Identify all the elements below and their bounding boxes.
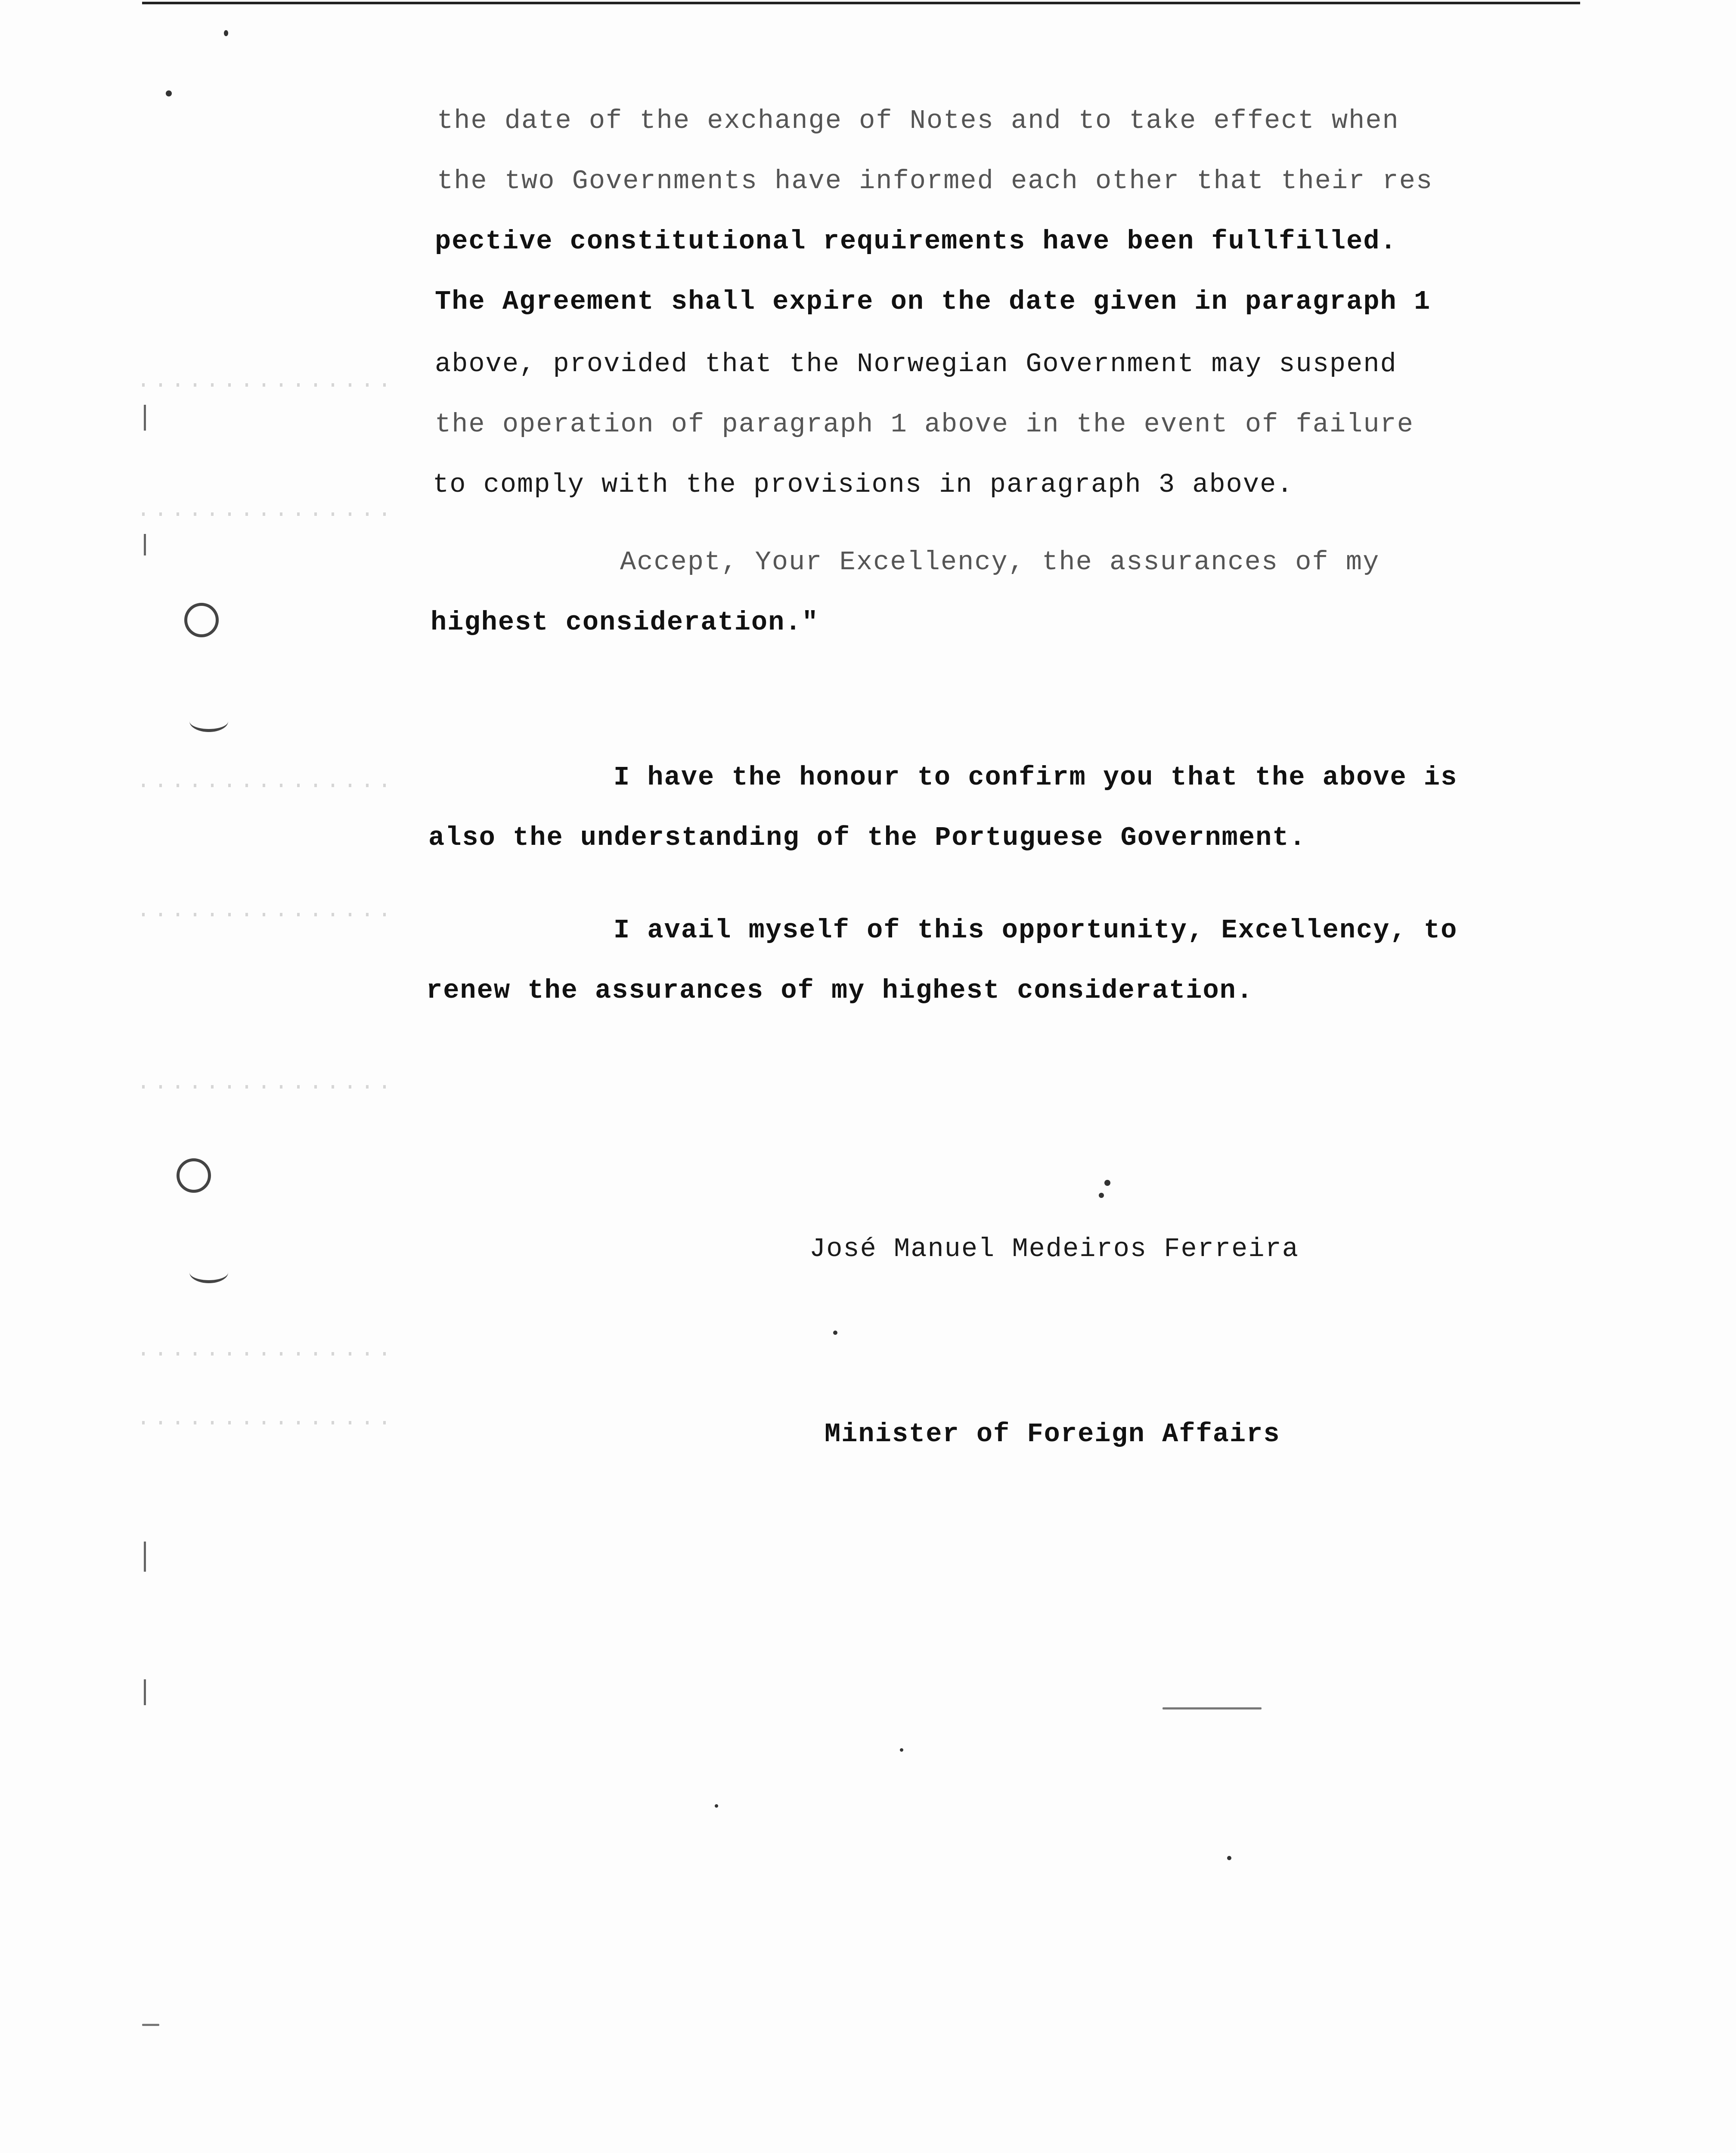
ink-speck [715,1804,718,1808]
ink-speck [1227,1856,1231,1860]
avail-line: I avail myself of this opportunity, Excellency, to [614,915,1458,946]
scan-noise [142,1352,400,1356]
paragraph-line: the operation of paragraph 1 above in the event of failure [435,409,1414,440]
punch-hole-arc-icon [189,710,228,732]
closing-line: Accept, Your Excellency, the assurances of my [620,547,1380,577]
scan-noise [142,1085,400,1089]
punch-hole-icon [177,1158,211,1193]
ink-speck [166,90,172,96]
ink-speck [1104,1180,1110,1186]
scan-edge-mark [144,534,146,555]
top-border-rule [142,2,1580,4]
paragraph-line: the two Governments have informed each other that their res [437,166,1433,196]
scan-noise [142,913,400,916]
punch-hole-icon [184,603,219,637]
paragraph-line: to comply with the provisions in paragraph 3 above. [433,469,1294,500]
scan-edge-mark [144,1542,146,1572]
signatory-title: Minister of Foreign Affairs [825,1419,1280,1449]
ink-speck [1099,1193,1104,1198]
paragraph-line: The Agreement shall expire on the date given in paragraph 1 [435,286,1431,317]
scan-noise [142,784,400,787]
scan-noise [142,383,400,387]
confirmation-line: also the understanding of the Portuguese Government. [428,822,1306,853]
paragraph-line: above, provided that the Norwegian Government may suspend [435,349,1397,379]
paragraph-line: pective constitutional requirements have been fullfilled. [435,226,1397,257]
scan-dash-mark [1162,1707,1262,1709]
scan-noise [142,512,400,516]
confirmation-line: I have the honour to confirm you that the above is [614,762,1458,793]
signatory-name: José Manuel Medeiros Ferreira [809,1234,1299,1264]
paragraph-line: the date of the exchange of Notes and to take effect when [437,105,1399,136]
scan-edge-mark [144,1679,146,1705]
closing-line: highest consideration." [431,607,819,638]
ink-speck [900,1748,903,1752]
avail-line: renew the assurances of my highest consideration. [426,975,1254,1006]
scan-edge-mark [144,405,146,431]
ink-speck [833,1331,837,1335]
scan-dash-mark [142,2024,159,2026]
ink-speck [224,30,228,36]
scan-noise [142,1421,400,1424]
punch-hole-arc-icon [189,1262,228,1283]
